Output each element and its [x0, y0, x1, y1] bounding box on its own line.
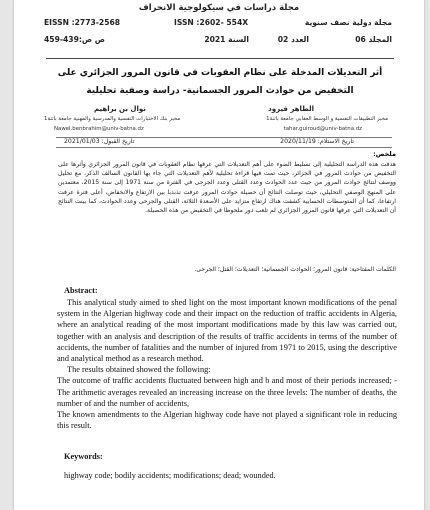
accepted-date: تاريخ القبول: 2021/01/03	[64, 138, 135, 145]
paper-title: أثر التعديلات المدخلة على نظام العقوبات في قانون المرور الجزائري على التخفيض من حوادث المرور الجسمانية- دراسة وصفية تحليلية	[57, 68, 383, 96]
year: السنة 2021	[204, 35, 249, 44]
author-1-name: الطاهر قيرود	[268, 105, 314, 113]
issn: ISSN :2602- 554X	[174, 18, 249, 27]
pages: ص ص:439-459	[44, 35, 105, 44]
eissn: EISSN :2773-2568	[44, 18, 121, 27]
abstract-paragraph-1: This analytical study aimed to shed light on the most important known modifications of the penal system in the Algerian highway code and their impact on the reduction of traffic accidents in Algeria, where an analytical reading of the most important modifications made by this law was carried out, together with an analysis and description of the results of traffic accidents in terms of the number of accidents, the number of fatalities and the number of injured from 1971 to 2015, using the descriptive and analytical method as a research method.	[57, 298, 397, 364]
keywords-heading: Keywords:	[64, 452, 103, 461]
journal-title: مجلة دراسات في سيكولوجية الانحراف	[138, 3, 300, 13]
author-2-affiliation: مخبر بنك الاختبارات النفسية والمدرسية والمهنية جامعة باتنة1	[44, 116, 181, 122]
arabic-abstract-label: ملخص:	[373, 150, 396, 158]
arabic-abstract-text: هدفت هذه الدراسة التحليلية إلى تسليط الضوء على أهم التعديلات التي عرفها نظام العقوبات في قانون المرور الجزائري وأثرها على التخفيض من حوادث المرور في الجزائر، حيث تمت فيها قراءة تحليلية لأهم التعديلات التي جاء بها القانون السالف الذكر، مع تحليل ووصف لنتائج حوادث المرور من حيث عدد الحوادث وعدد القتلى وعدد الجرحى في الفترة من سنة 1971 إلى سنة 2015، معتمدين على المنهج الوصفي التحليلي، حيث توصلت النتائج أن حصيلة حوادث المرور عرفت تذبذبا بين الارتفاع والانخفاض، أعلى فترة عرفت ارتفاعا، كما أن المتوسطات الحسابية كشفت هناك ارتفاع متزايد على الأصعدة الثلاثة، القتلى والجرحى وعدد الحوادث، كما بينت النتائج أن التعديلات التي عرفها قانون المرور الجزائري لم تلعب دور ملحوظا في التخفيض من هذه الحصيلة.	[58, 161, 396, 215]
volume: المجلد 06	[355, 35, 392, 44]
abstract-paragraph-3: The outcome of traffic accidents fluctuated between high and b and most of their periods increased; - The arithmetic averages revealed an increasing increase on the three levels: The number of deaths, the number of and the number of accidents,	[57, 376, 397, 408]
author-1-email: tahar.guiroud@univ-batna.dz	[283, 126, 362, 132]
header-divider	[46, 58, 394, 59]
journal-page	[14, 0, 424, 510]
author-2-email: Nawel.benbrahim@univ-batna.dz	[54, 126, 144, 132]
abstract-paragraph-2: The results obtained showed the following:	[67, 365, 211, 375]
author-1-affiliation: مخبر التطبيقات النفسية و الوسط العقابي جامعة باتنة1	[266, 116, 388, 122]
abstract-paragraph-4: The known amendments to the Algerian highway code have not played a significant role in reducing this result.	[57, 410, 397, 431]
english-abstract-heading: Abstract:	[64, 286, 98, 295]
keywords-text: highway code; bodily accidents; modifications; dead; wounded.	[64, 471, 276, 480]
arabic-keywords: الكلمات المفتاحية: قانون المرور؛ الحوادث الجسمانية؛ التعديلات؛ القتل؛ الجرحى.	[194, 266, 396, 273]
journal-type: مجلة دولية نصف سنوية	[304, 18, 392, 27]
english-abstract-body	[57, 297, 397, 431]
received-date: تاريخ الاستلام: 2020/11/19	[280, 138, 354, 145]
author-2-name: نوال بن براهيم	[94, 105, 146, 113]
issue: العدد 02	[277, 35, 309, 44]
